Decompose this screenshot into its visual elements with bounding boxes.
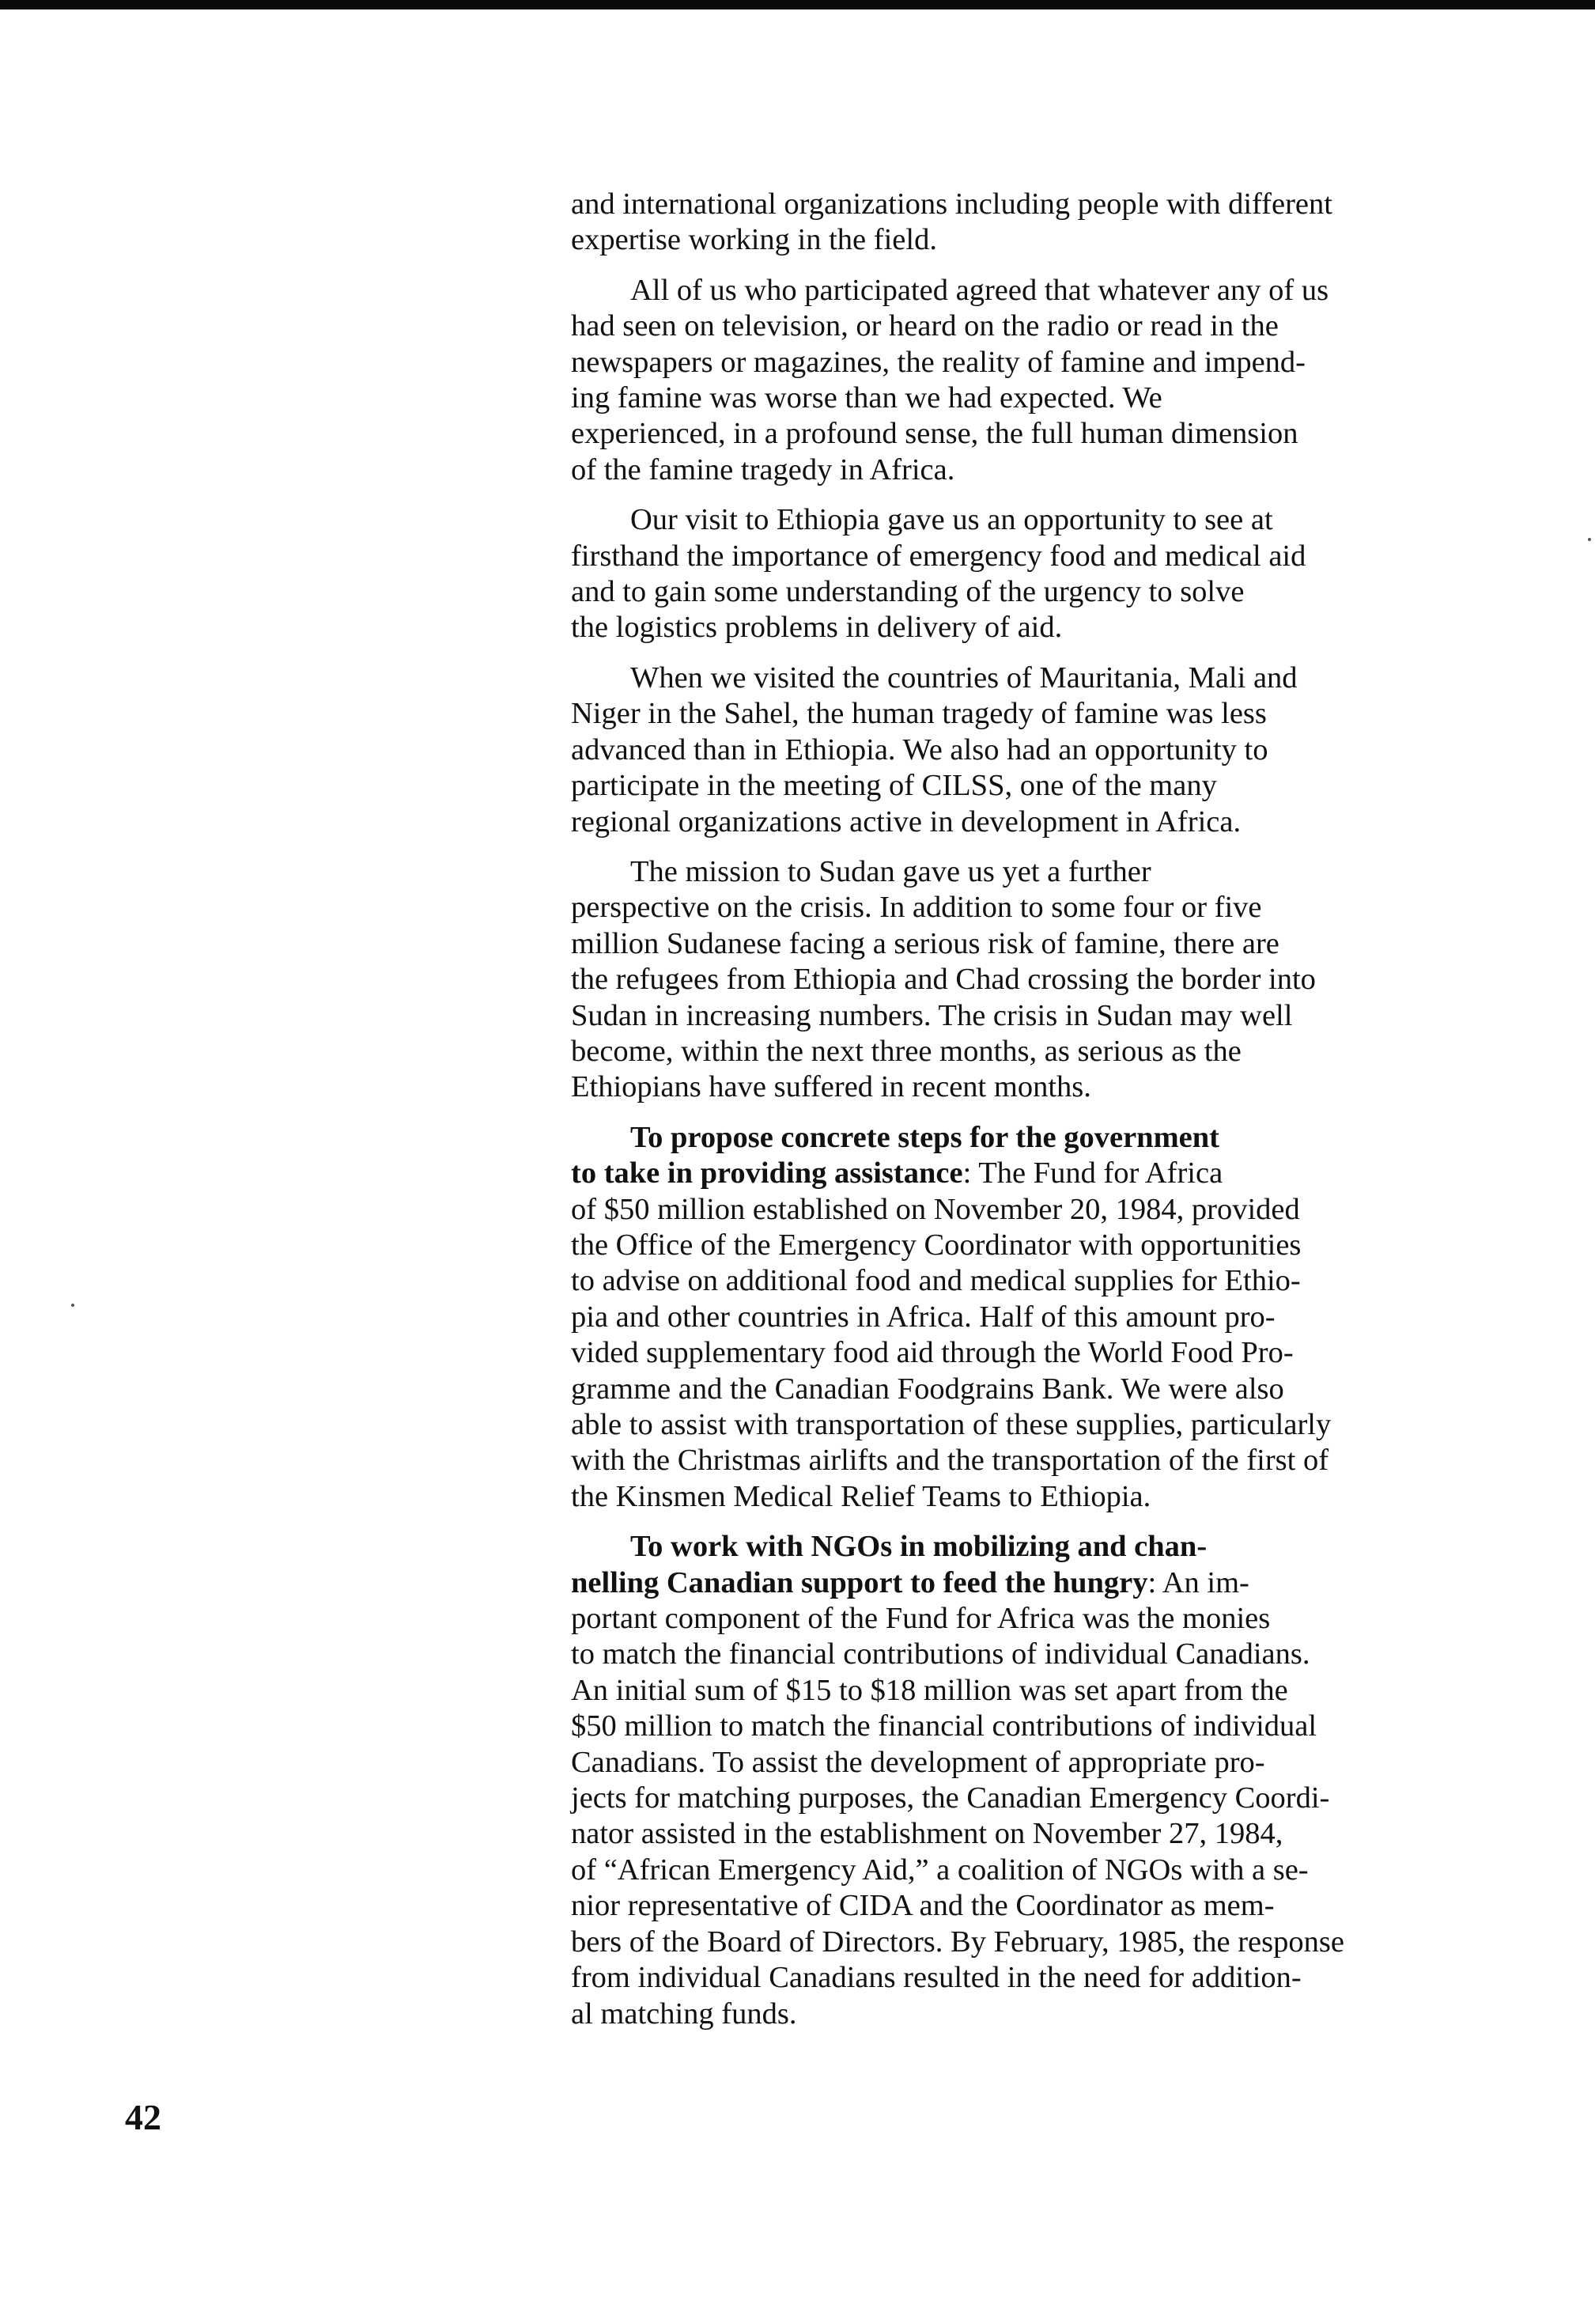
text-column bbox=[571, 187, 1457, 2046]
paragraph-sahel-visit bbox=[571, 660, 1457, 840]
text-line: regional organizations active in development in Africa. bbox=[571, 804, 1242, 838]
text-line: and to gain some understanding of the urgency to solve bbox=[571, 575, 1245, 609]
bold-lead-line: To propose concrete steps for the government bbox=[630, 1120, 1219, 1154]
text-line: of $50 million established on November 20, 1984, provided bbox=[571, 1192, 1300, 1226]
text-line: from individual Canadians resulted in the need for addition- bbox=[571, 1961, 1302, 1995]
paragraph-famine-reality bbox=[571, 273, 1457, 488]
bold-lead-text: to take in providing assistance bbox=[571, 1156, 963, 1190]
text-line: al matching funds. bbox=[571, 1997, 797, 2031]
text-line: the logistics problems in delivery of aid. bbox=[571, 611, 1063, 645]
text-line: become, within the next three months, as serious as the bbox=[571, 1034, 1242, 1068]
text-line: Our visit to Ethiopia gave us an opportunity to see at bbox=[630, 503, 1273, 537]
text-line: Canadians. To assist the development of appropriate pro- bbox=[571, 1745, 1265, 1779]
text-line: Sudan in increasing numbers. The crisis in Sudan may well bbox=[571, 998, 1293, 1032]
text-line: portant component of the Fund for Africa was the monies bbox=[571, 1602, 1271, 1636]
text-line: gramme and the Canadian Foodgrains Bank. We were also bbox=[571, 1372, 1284, 1406]
text-line: able to assist with transportation of these supplies, particularly bbox=[571, 1408, 1332, 1441]
text-line: jects for matching purposes, the Canadian Emergency Coordi- bbox=[571, 1781, 1330, 1815]
top-border-rule bbox=[0, 0, 1595, 9]
text-line: experienced, in a profound sense, the full human dimension bbox=[571, 417, 1298, 451]
text-line: to advise on additional food and medical supplies for Ethio- bbox=[571, 1264, 1301, 1298]
text-line: All of us who participated agreed that whatever any of us bbox=[630, 273, 1329, 307]
text-line: of “African Emergency Aid,” a coalition of NGOs with a se- bbox=[571, 1853, 1309, 1887]
text-line: firsthand the importance of emergency food and medical aid bbox=[571, 539, 1306, 573]
paragraph-sudan-mission bbox=[571, 854, 1457, 1106]
text-line: the Office of the Emergency Coordinator with opportunities bbox=[571, 1228, 1302, 1262]
text-line: the refugees from Ethiopia and Chad crossing the border into bbox=[571, 963, 1316, 997]
text-line: newspapers or magazines, the reality of famine and impend- bbox=[571, 345, 1306, 379]
paragraph-ngo-mobilizing bbox=[571, 1529, 1457, 2032]
text-line: ing famine was worse than we had expected. We bbox=[571, 381, 1162, 415]
text-line: perspective on the crisis. In addition to some four or five bbox=[571, 891, 1262, 925]
text-line bbox=[571, 1565, 1457, 1601]
paragraph-concrete-steps bbox=[571, 1120, 1457, 1515]
text-line: Niger in the Sahel, the human tragedy of famine was less bbox=[571, 697, 1267, 731]
text-line: nior representative of CIDA and the Coordinator as mem- bbox=[571, 1889, 1275, 1923]
paragraph-ethiopia-visit bbox=[571, 502, 1457, 646]
text-line: of the famine tragedy in Africa. bbox=[571, 452, 955, 486]
text-line: the Kinsmen Medical Relief Teams to Ethiopia. bbox=[571, 1479, 1151, 1513]
text-line: $50 million to match the financial contributions of individual bbox=[571, 1709, 1317, 1743]
text-line: with the Christmas airlifts and the transportation of the first of bbox=[571, 1444, 1329, 1478]
scan-speck bbox=[1588, 538, 1591, 541]
text-line: had seen on television, or heard on the radio or read in the bbox=[571, 309, 1279, 343]
lead-rest-text: : An im- bbox=[1147, 1565, 1249, 1599]
text-line: and international organizations including people with different bbox=[571, 187, 1332, 221]
text-line: pia and other countries in Africa. Half of this amount pro- bbox=[571, 1300, 1276, 1334]
text-line: An initial sum of $15 to $18 million was set apart from the bbox=[571, 1673, 1288, 1707]
text-line: The mission to Sudan gave us yet a further bbox=[630, 854, 1151, 888]
scan-speck bbox=[71, 1304, 74, 1307]
text-line: vided supplementary food aid through the World Food Pro- bbox=[571, 1336, 1294, 1370]
bold-lead-text: nelling Canadian support to feed the hungry bbox=[571, 1565, 1148, 1599]
text-line: Ethiopians have suffered in recent months. bbox=[571, 1070, 1091, 1104]
text-line: expertise working in the field. bbox=[571, 223, 937, 257]
text-line: to match the financial contributions of individual Canadians. bbox=[571, 1637, 1310, 1671]
text-line: advanced than in Ethiopia. We also had an opportunity to bbox=[571, 732, 1268, 766]
page-number: 42 bbox=[125, 2097, 161, 2137]
lead-rest-text: : The Fund for Africa bbox=[962, 1156, 1223, 1190]
text-line: nator assisted in the establishment on November 27, 1984, bbox=[571, 1817, 1283, 1851]
text-line: bers of the Board of Directors. By February, 1985, the response bbox=[571, 1925, 1344, 1959]
bold-lead-line: To work with NGOs in mobilizing and chan- bbox=[630, 1530, 1208, 1564]
text-line: million Sudanese facing a serious risk of famine, there are bbox=[571, 926, 1279, 960]
paragraph-intro-continuation bbox=[571, 187, 1457, 259]
text-line: participate in the meeting of CILSS, one of the many bbox=[571, 769, 1217, 803]
text-line: When we visited the countries of Mauritania, Mali and bbox=[630, 660, 1298, 695]
text-line bbox=[571, 1156, 1457, 1191]
